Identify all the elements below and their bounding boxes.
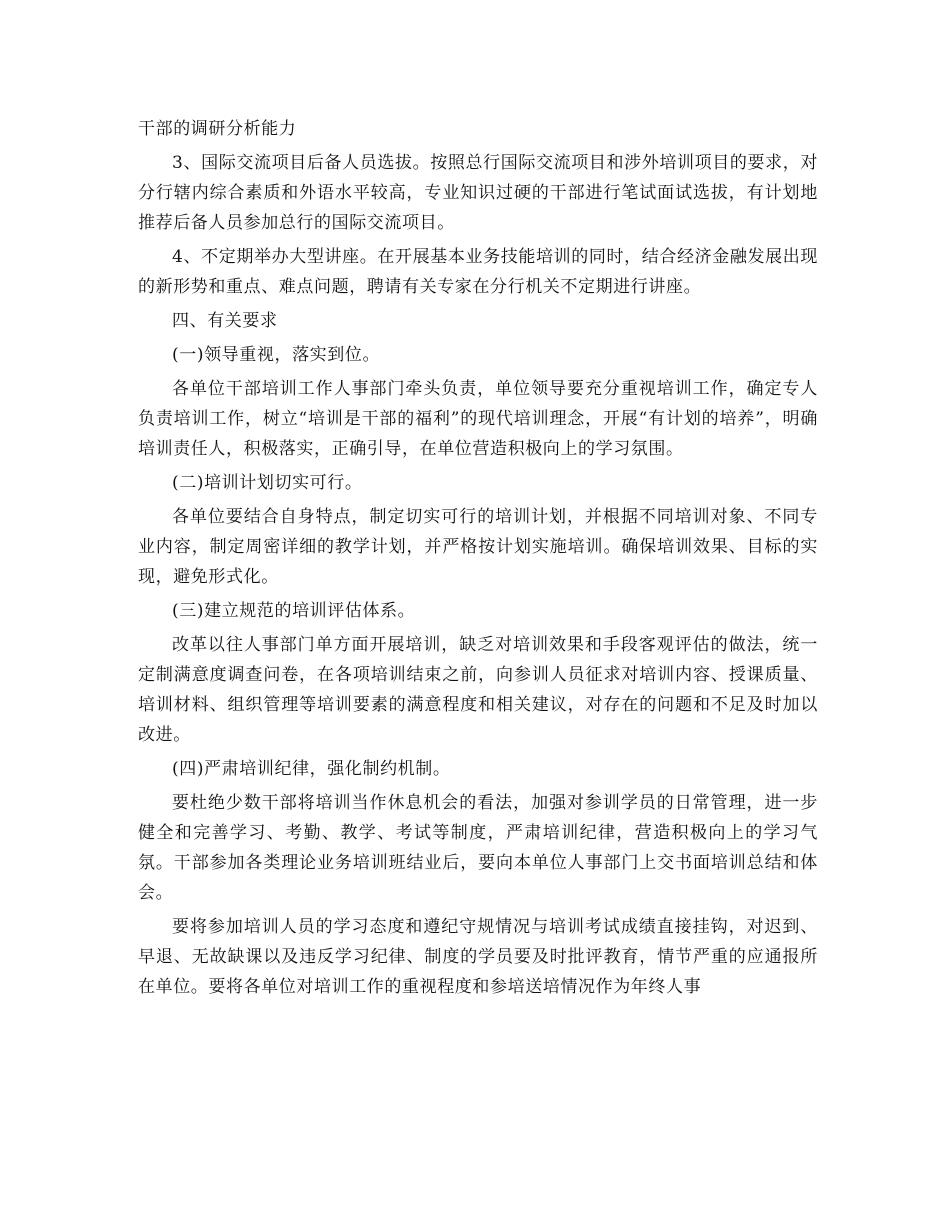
paragraph-item-3: 3、国际交流项目后备人员选拔。按照总行国际交流项目和涉外培训项目的要求，对分行辖内综合素质和外语水平较高，专业知识过硬的干部进行笔试面试选拔，有计划地推荐后备人员参加总行的国际交流项目。 <box>138 153 818 233</box>
subheading-training-plan: (二)培训计划切实可行。 <box>172 473 363 493</box>
paragraph-discipline: 要杜绝少数干部将培训当作休息机会的看法，加强对参训学员的日常管理，进一步健全和完善学习、考勤、教学、考试等制度，严肃培训纪律，营造积极向上的学习气氛。干部参加各类理论业务培训班结业后，要向本单位人事部门上交书面培训总结和体会。 <box>138 793 818 903</box>
document-body <box>138 114 818 1006</box>
paragraph-training-plan: 各单位要结合自身特点，制定切实可行的培训计划，并根据不同培训对象、不同专业内容，制定周密详细的教学计划，并严格按计划实施培训。确保培训效果、目标的实现，避免形式化。 <box>138 507 818 587</box>
paragraph-evaluation: 改革以往人事部门单方面开展培训，缺乏对培训效果和手段客观评估的做法，统一定制满意度调查问卷，在各项培训结束之前，向参训人员征求对培训内容、授课质量、培训材料、组织管理等培训要素的满意程度和相关建议，对存在的问题和不足及时加以改进。 <box>138 635 818 745</box>
subheading-leadership: (一)领导重视，落实到位。 <box>172 345 381 365</box>
paragraph-item-4: 4、不定期举办大型讲座。在开展基本业务技能培训的同时，结合经济金融发展出现的新形势和重点、难点问题，聘请有关专家在分行机关不定期进行讲座。 <box>138 247 818 297</box>
subheading-discipline: (四)严肃培训纪律，强化制约机制。 <box>172 759 451 779</box>
paragraph-continuation: 干部的调研分析能力 <box>138 119 297 139</box>
paragraph-attendance: 要将参加培训人员的学习态度和遵纪守规情况与培训考试成绩直接挂钩，对迟到、早退、无故缺课以及违反学习纪律、制度的学员要及时批评教育，情节严重的应通报所在单位。要将各单位对培训工作的重视程度和参培送培情况作为年终人事 <box>138 917 818 997</box>
subheading-evaluation: (三)建立规范的培训评估体系。 <box>172 601 416 621</box>
paragraph-leadership: 各单位干部培训工作人事部门牵头负责，单位领导要充分重视培训工作，确定专人负责培训工作，树立“培训是干部的福利”的现代培训理念，开展“有计划的培养”，明确培训责任人，积极落实，正确引导，在单位营造积极向上的学习氛围。 <box>138 379 818 459</box>
section-heading-requirements: 四、有关要求 <box>172 311 278 331</box>
